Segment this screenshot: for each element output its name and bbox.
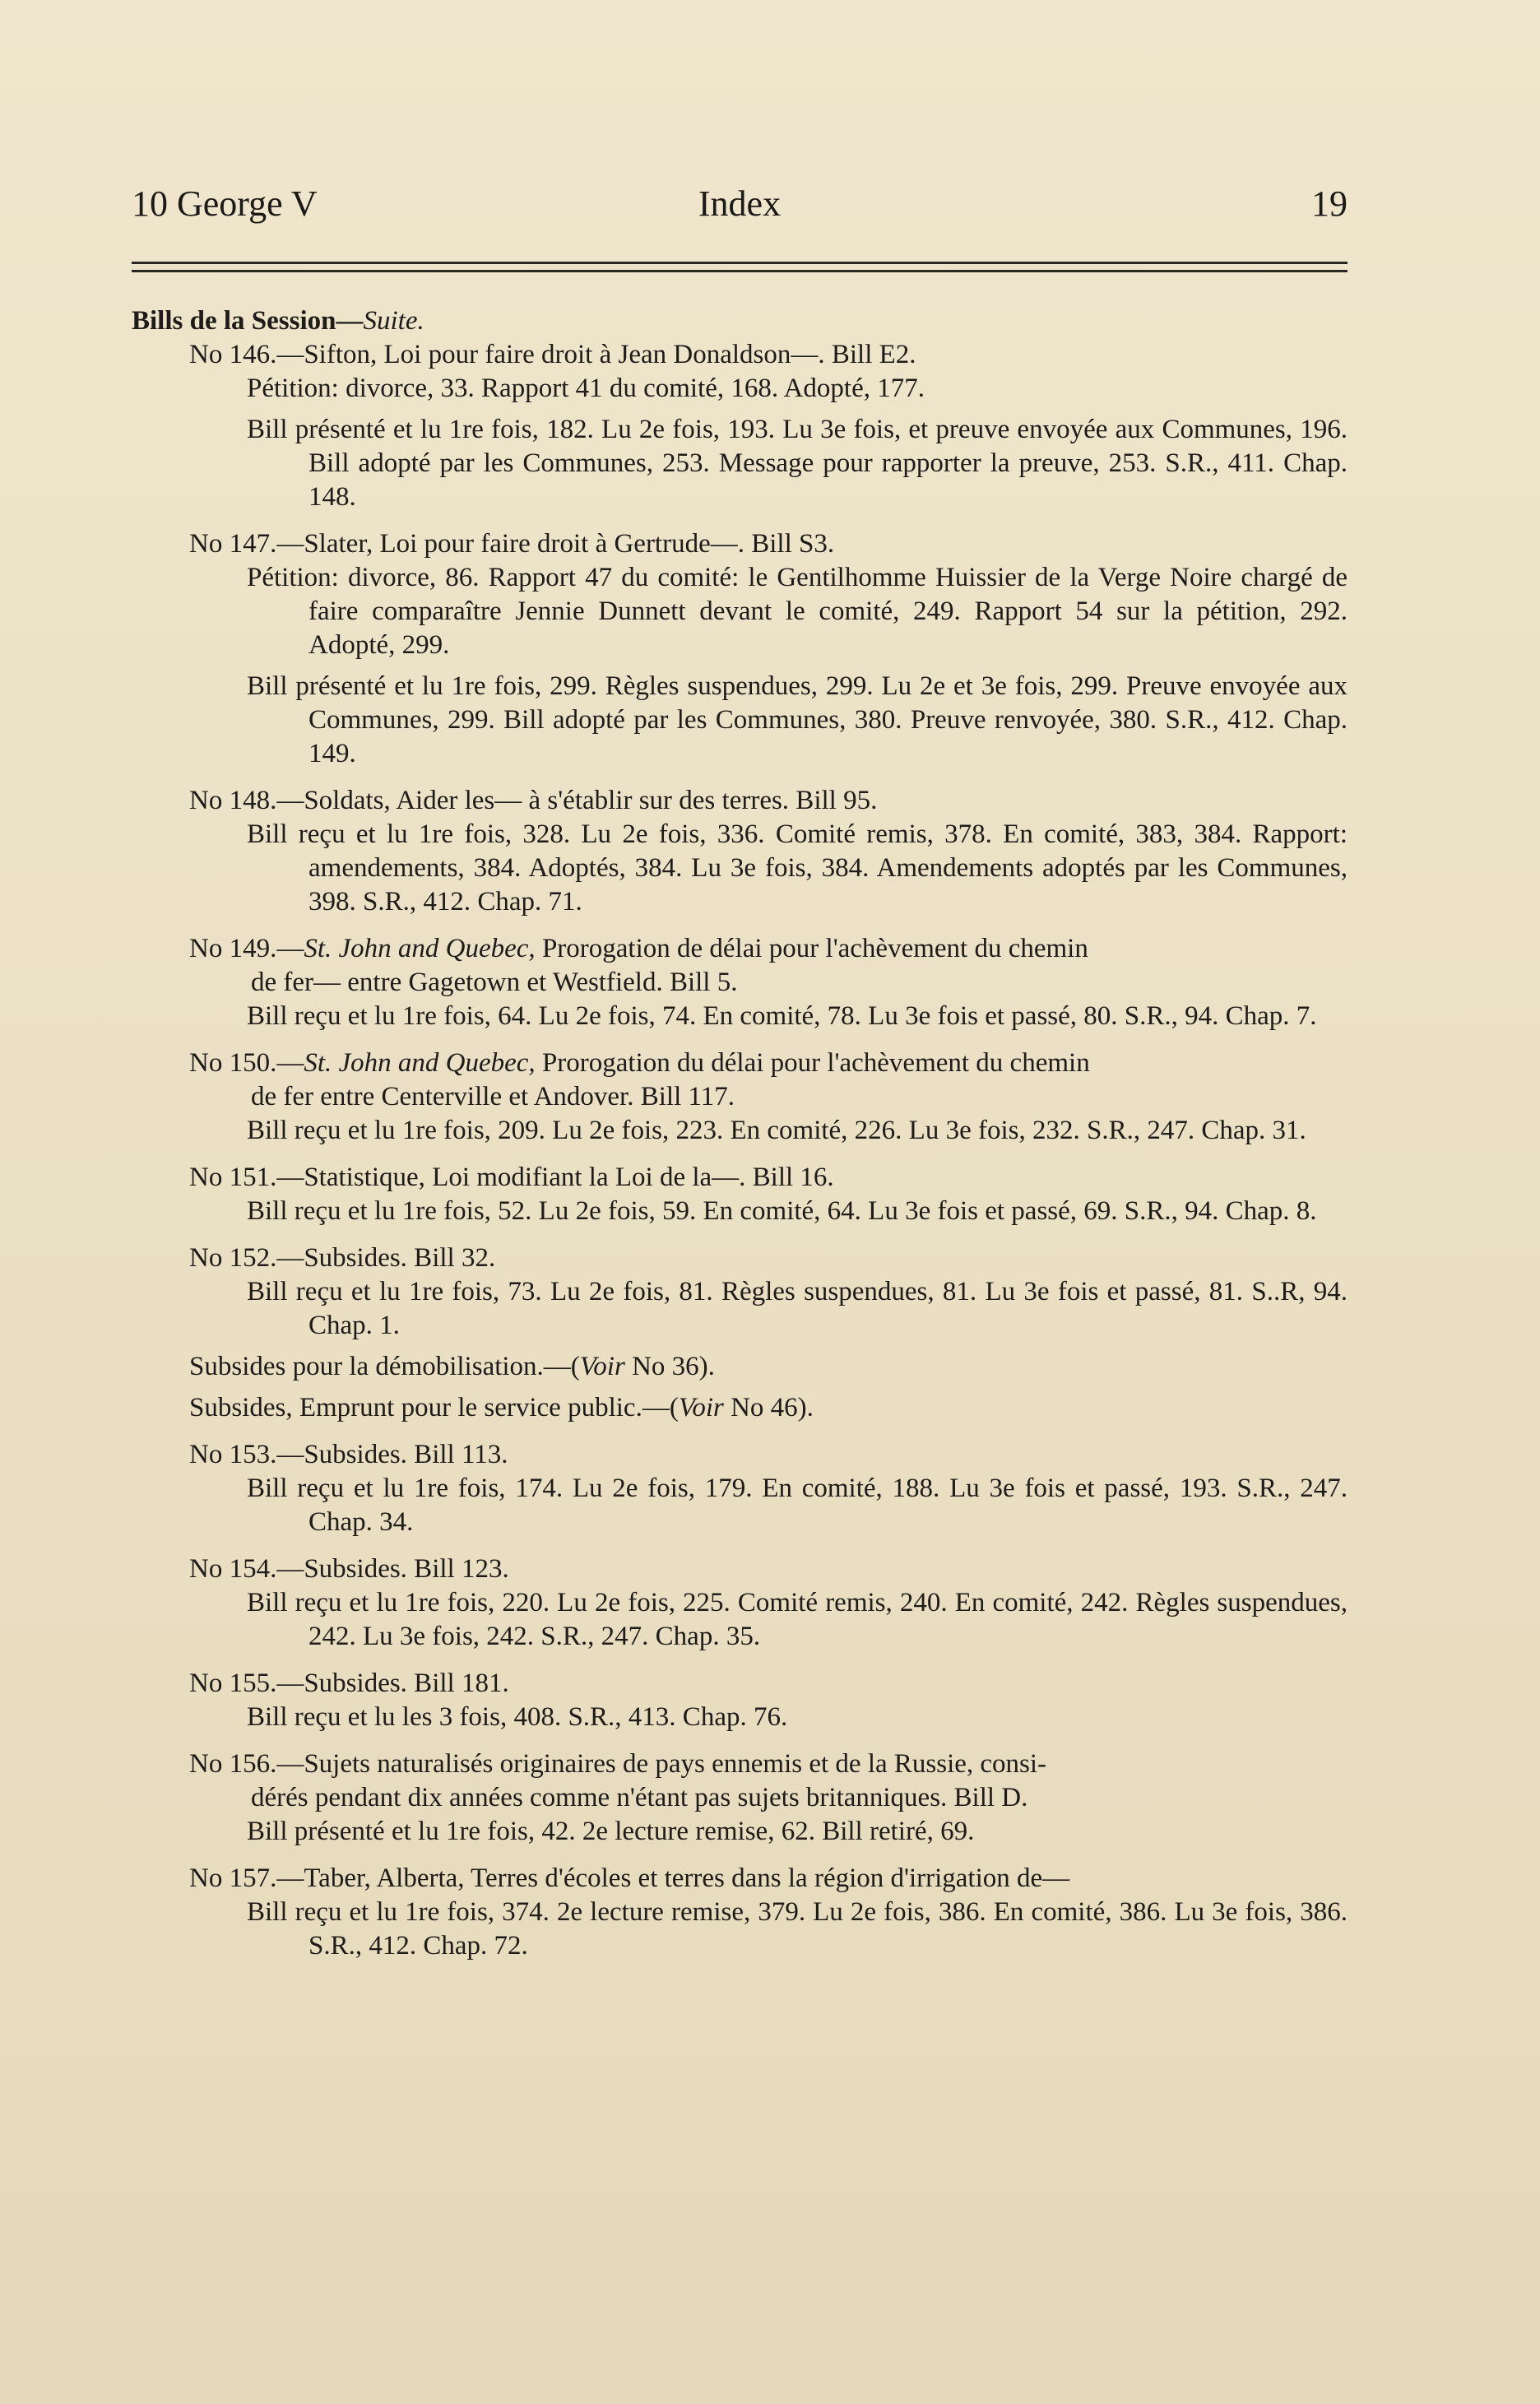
entry-heading: No 154.—Subsides. Bill 123.	[189, 1554, 509, 1584]
header-reign: 10 George V	[132, 183, 318, 224]
entry-heading: No 157.—Taber, Alberta, Terres d'écoles et terres dans la région d'irrigation de—	[189, 1863, 1070, 1893]
entry-detail: Pétition: divorce, 33. Rapport 41 du comité, 168. Adopté, 177.	[247, 374, 925, 403]
entry-detail: Bill reçu et lu 1re fois, 52. Lu 2e fois, 59. En comité, 64. Lu 3e fois et passé, 69. S.R., 94. Chap. 8.	[247, 1196, 1317, 1226]
index-entry-149	[132, 932, 1348, 1033]
index-entry-146	[132, 338, 1348, 514]
section-title: Bills de la Session—Suite.	[132, 306, 424, 336]
entry-detail: Bill présenté et lu 1re fois, 182. Lu 2e fois, 193. Lu 3e fois, et preuve envoyée aux Communes, 196. Bill adopté par les Communes, 253. Message pour rapporter la preuve, 253. S.R., 411. Chap. 148.	[247, 415, 1348, 512]
header-rule-bottom	[132, 270, 1348, 272]
page-header	[132, 183, 1348, 232]
entry-detail: Bill reçu et lu 1re fois, 374. 2e lecture remise, 379. Lu 2e fois, 386. En comité, 386. Lu 3e fois, 386. S.R., 412. Chap. 72.	[247, 1897, 1348, 1961]
index-entry-154	[132, 1552, 1348, 1654]
index-entry-156	[132, 1747, 1348, 1849]
index-entry-148	[132, 784, 1348, 919]
entry-heading: No 148.—Soldats, Aider les— à s'établir sur des terres. Bill 95.	[189, 786, 878, 815]
entry-detail: Bill reçu et lu 1re fois, 174. Lu 2e fois, 179. En comité, 188. Lu 3e fois et passé, 193. S.R., 247. Chap. 34.	[247, 1473, 1348, 1537]
entry-detail: Bill reçu et lu 1re fois, 209. Lu 2e fois, 223. En comité, 226. Lu 3e fois, 232. S.R., 247. Chap. 31.	[247, 1116, 1306, 1145]
railway-name: St. John and Quebec,	[304, 1048, 536, 1078]
index-entry-147	[132, 527, 1348, 771]
index-entry-151	[132, 1161, 1348, 1228]
entry-detail: Bill présenté et lu 1re fois, 299. Règles suspendues, 299. Lu 2e et 3e fois, 299. Preuve envoyée aux Communes, 299. Bill adopté par les Communes, 380. Preuve renvoyée, 380. S.R., 412. Chap. 149.	[247, 671, 1348, 768]
header-rule-top	[132, 262, 1348, 264]
index-body	[132, 304, 1348, 1963]
entry-heading: No 149.—St. John and Quebec, Prorogation de délai pour l'achèvement du chemin de fer— entre Gagetown et Westfield. Bill 5.	[189, 934, 1088, 997]
entry-heading: No 151.—Statistique, Loi modifiant la Loi de la—. Bill 16.	[189, 1163, 834, 1192]
entry-heading: No 153.—Subsides. Bill 113.	[189, 1440, 508, 1469]
entry-detail: Bill reçu et lu 1re fois, 220. Lu 2e fois, 225. Comité remis, 240. En comité, 242. Règles suspendues, 242. Lu 3e fois, 242. S.R., 247. Chap. 35.	[247, 1588, 1348, 1651]
cross-reference: Subsides, Emprunt pour le service public.—(Voir No 46).	[189, 1393, 814, 1422]
entry-heading: No 146.—Sifton, Loi pour faire droit à Jean Donaldson—. Bill E2.	[189, 340, 916, 369]
index-entry-153	[132, 1438, 1348, 1539]
cross-reference: Subsides pour la démobilisation.—(Voir No 36).	[189, 1352, 715, 1381]
header-title: Index	[698, 183, 782, 224]
index-entry-152	[132, 1241, 1348, 1425]
entry-detail: Bill reçu et lu 1re fois, 64. Lu 2e fois, 74. En comité, 78. Lu 3e fois et passé, 80. S.R., 94. Chap. 7.	[247, 1001, 1317, 1031]
entry-detail: Bill reçu et lu les 3 fois, 408. S.R., 413. Chap. 76.	[247, 1702, 788, 1732]
index-entry-155	[132, 1667, 1348, 1734]
entry-heading: No 155.—Subsides. Bill 181.	[189, 1668, 509, 1698]
entry-detail: Bill reçu et lu 1re fois, 73. Lu 2e fois, 81. Règles suspendues, 81. Lu 3e fois et passé, 81. S..R, 94. Chap. 1.	[247, 1277, 1348, 1340]
section-title-suffix: Suite.	[363, 306, 424, 336]
entry-heading: No 152.—Subsides. Bill 32.	[189, 1243, 496, 1273]
entry-heading: No 156.—Sujets naturalisés originaires de pays ennemis et de la Russie, consi- dérés pendant dix années comme n'étant pas sujets britanniques. Bill D.	[189, 1749, 1047, 1812]
entry-detail: Bill reçu et lu 1re fois, 328. Lu 2e fois, 336. Comité remis, 378. En comité, 383, 384. Rapport: amendements, 384. Adoptés, 384. Lu 3e fois, 384. Amendements adoptés par les Communes, 398. S.R., 412. Chap. 71.	[247, 819, 1348, 917]
index-entry-150	[132, 1047, 1348, 1148]
entry-detail: Pétition: divorce, 86. Rapport 47 du comité: le Gentilhomme Huissier de la Verge Noire chargé de faire comparaître Jennie Dunnett devant le comité, 249. Rapport 54 sur la pétition, 292. Adopté, 299.	[247, 563, 1348, 660]
entry-heading: No 147.—Slater, Loi pour faire droit à Gertrude—. Bill S3.	[189, 529, 835, 559]
railway-name: St. John and Quebec,	[304, 934, 536, 963]
entry-detail: Bill présenté et lu 1re fois, 42. 2e lecture remise, 62. Bill retiré, 69.	[247, 1817, 975, 1846]
page-number: 19	[1311, 183, 1348, 224]
index-entry-157	[132, 1862, 1348, 1963]
entry-heading: No 150.—St. John and Quebec, Prorogation du délai pour l'achèvement du chemin de fer entre Centerville et Andover. Bill 117.	[189, 1048, 1090, 1112]
